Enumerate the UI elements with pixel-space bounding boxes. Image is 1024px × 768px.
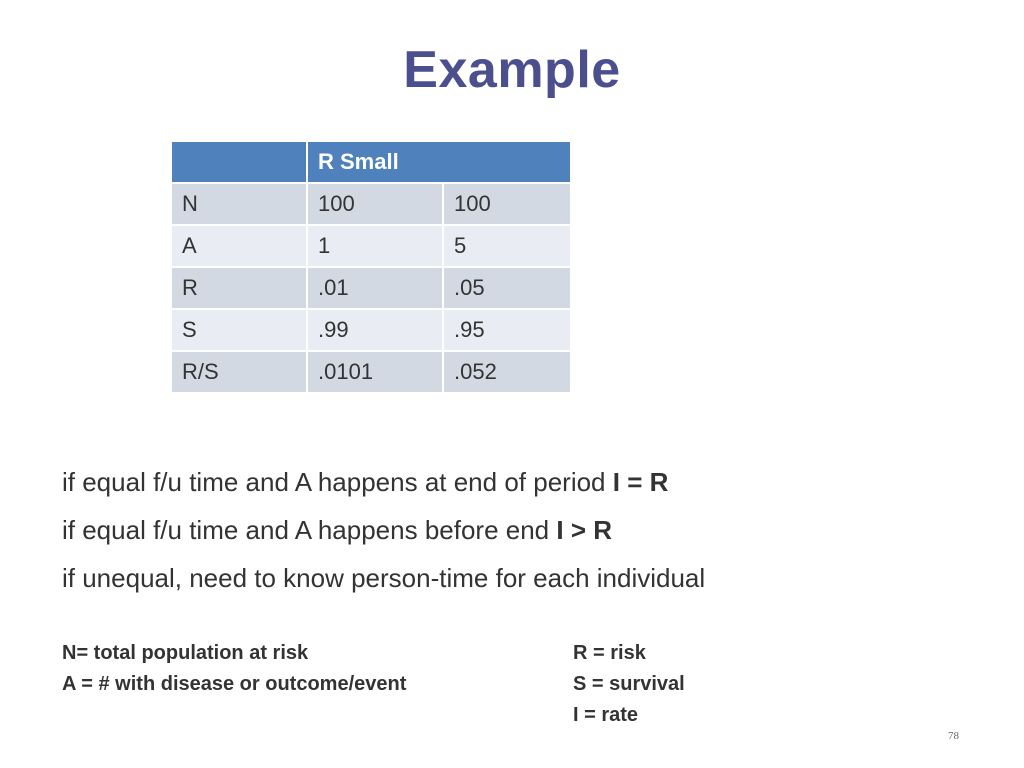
table-cell: .0101 bbox=[307, 351, 443, 393]
table-cell: N bbox=[171, 183, 307, 225]
statement-text: if unequal, need to know person-time for each individual bbox=[62, 563, 706, 593]
table-cell: .01 bbox=[307, 267, 443, 309]
definition-item: S = survival bbox=[573, 673, 685, 695]
table-cell: .05 bbox=[443, 267, 571, 309]
table-row bbox=[171, 309, 571, 351]
table-row bbox=[171, 351, 571, 393]
slide-title: Example bbox=[403, 41, 621, 99]
definition-item: A = # with disease or outcome/event bbox=[62, 673, 407, 695]
definitions-right bbox=[573, 639, 685, 732]
statements-block bbox=[62, 462, 705, 606]
table-cell: .99 bbox=[307, 309, 443, 351]
statement-line bbox=[62, 510, 705, 558]
definition-item: R = risk bbox=[573, 642, 646, 664]
definition-item: I = rate bbox=[573, 704, 639, 726]
table-cell: 5 bbox=[443, 225, 571, 267]
page-number: 78 bbox=[948, 730, 959, 742]
table-cell: 100 bbox=[443, 183, 571, 225]
statement-emphasis: I = R bbox=[612, 467, 669, 497]
statement-line bbox=[62, 462, 705, 510]
data-table bbox=[170, 140, 572, 394]
header-cell-blank bbox=[171, 141, 307, 183]
table-row bbox=[171, 267, 571, 309]
table-header-row bbox=[171, 141, 571, 183]
table-cell: S bbox=[171, 309, 307, 351]
statement-line bbox=[62, 558, 705, 606]
statement-text: if equal f/u time and A happens before end bbox=[62, 515, 557, 545]
definition-item: N= total population at risk bbox=[62, 642, 309, 664]
statement-emphasis: I > R bbox=[556, 515, 613, 545]
definitions-left bbox=[62, 639, 406, 701]
table-cell: R/S bbox=[171, 351, 307, 393]
table-row bbox=[171, 225, 571, 267]
table-cell: A bbox=[171, 225, 307, 267]
table-cell: 1 bbox=[307, 225, 443, 267]
table-row bbox=[171, 183, 571, 225]
table-cell: R bbox=[171, 267, 307, 309]
table-cell: .052 bbox=[443, 351, 571, 393]
statement-text: if equal f/u time and A happens at end of period bbox=[62, 467, 613, 497]
table-cell: .95 bbox=[443, 309, 571, 351]
table-cell: 100 bbox=[307, 183, 443, 225]
header-cell-r-small: R Small bbox=[307, 141, 571, 183]
